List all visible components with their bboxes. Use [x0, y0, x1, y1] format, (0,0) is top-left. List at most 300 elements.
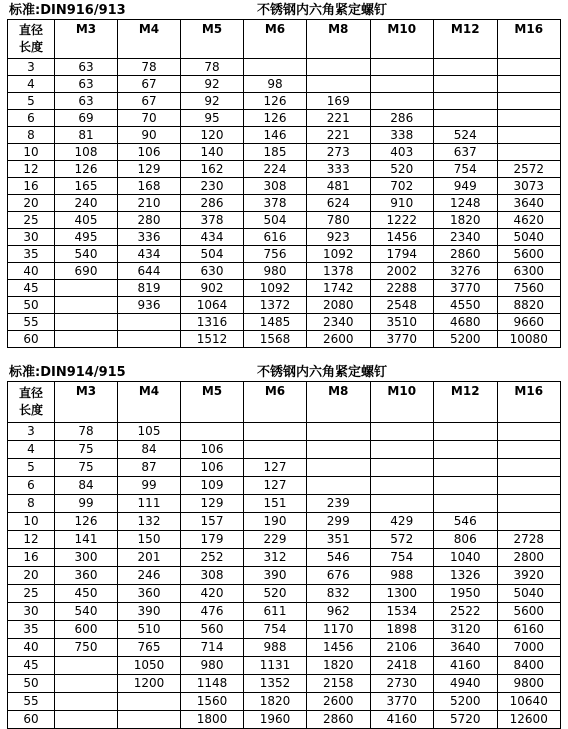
price-cell: 63 [55, 76, 118, 93]
price-cell: 520 [370, 161, 434, 178]
price-cell: 360 [55, 567, 118, 585]
price-cell: 690 [55, 263, 118, 280]
price-cell: 1820 [244, 693, 307, 711]
price-cell: 390 [244, 567, 307, 585]
size-header: M12 [434, 20, 498, 59]
table-body [8, 59, 561, 348]
price-cell: 4940 [434, 675, 498, 693]
price-cell: 1300 [370, 585, 434, 603]
price-cell [370, 93, 434, 110]
price-cell: 246 [118, 567, 181, 585]
price-cell [307, 59, 371, 76]
price-cell: 832 [307, 585, 371, 603]
price-cell [244, 59, 307, 76]
price-cell: 5040 [497, 229, 561, 246]
price-cell: 756 [244, 246, 307, 263]
diameter-label: 直径 [18, 386, 43, 400]
price-cell [55, 657, 118, 675]
price-cell: 179 [181, 531, 244, 549]
size-header: M5 [181, 382, 244, 423]
length-cell: 6 [8, 110, 55, 127]
price-cell: 2860 [434, 246, 498, 263]
price-cell [434, 59, 498, 76]
price-cell: 92 [181, 76, 244, 93]
size-header: M10 [370, 382, 434, 423]
price-cell: 429 [370, 513, 434, 531]
length-cell: 60 [8, 711, 55, 729]
price-cell: 4680 [434, 314, 498, 331]
price-cell [118, 314, 181, 331]
price-cell: 2600 [307, 693, 371, 711]
length-cell: 10 [8, 144, 55, 161]
price-cell: 5600 [497, 246, 561, 263]
price-cell: 120 [181, 127, 244, 144]
length-cell: 60 [8, 331, 55, 348]
price-cell: 1898 [370, 621, 434, 639]
table-header-bar [7, 2, 560, 19]
price-cell [497, 459, 561, 477]
price-cell: 546 [434, 513, 498, 531]
length-cell: 50 [8, 675, 55, 693]
price-cell: 126 [244, 93, 307, 110]
price-cell [497, 93, 561, 110]
price-cell: 280 [118, 212, 181, 229]
price-cell: 4550 [434, 297, 498, 314]
length-cell: 50 [8, 297, 55, 314]
size-header: M8 [307, 382, 371, 423]
price-cell: 1092 [244, 280, 307, 297]
table-title: 不锈钢内六角紧定螺钉 [257, 3, 388, 18]
price-cell: 1568 [244, 331, 307, 348]
price-cell: 273 [307, 144, 371, 161]
price-cell: 540 [55, 246, 118, 263]
price-cell: 109 [181, 477, 244, 495]
price-cell: 2548 [370, 297, 434, 314]
length-cell: 6 [8, 477, 55, 495]
price-cell [307, 423, 371, 441]
price-cell: 616 [244, 229, 307, 246]
price-cell: 923 [307, 229, 371, 246]
price-cell: 1820 [434, 212, 498, 229]
price-cell: 765 [118, 639, 181, 657]
price-cell: 162 [181, 161, 244, 178]
length-cell: 30 [8, 603, 55, 621]
size-header: M8 [307, 20, 371, 59]
size-header: M16 [497, 382, 561, 423]
price-cell: 299 [307, 513, 371, 531]
table-row [8, 621, 561, 639]
price-cell: 78 [55, 423, 118, 441]
table-row [8, 297, 561, 314]
price-cell: 5200 [434, 331, 498, 348]
table-row [8, 459, 561, 477]
price-cell [497, 495, 561, 513]
table-row [8, 531, 561, 549]
price-cell: 1316 [181, 314, 244, 331]
price-cell: 1222 [370, 212, 434, 229]
length-cell: 55 [8, 314, 55, 331]
price-cell: 7000 [497, 639, 561, 657]
table-row [8, 657, 561, 675]
price-cell: 630 [181, 263, 244, 280]
data-table [7, 381, 561, 729]
length-cell: 4 [8, 441, 55, 459]
price-cell [434, 459, 498, 477]
price-cell [370, 59, 434, 76]
price-cell: 540 [55, 603, 118, 621]
price-cell: 105 [118, 423, 181, 441]
price-cell: 403 [370, 144, 434, 161]
table-row [8, 513, 561, 531]
size-header: M5 [181, 20, 244, 59]
length-cell: 10 [8, 513, 55, 531]
price-cell: 141 [55, 531, 118, 549]
length-cell: 12 [8, 531, 55, 549]
price-cell: 308 [244, 178, 307, 195]
price-cell: 229 [244, 531, 307, 549]
price-cell: 2340 [307, 314, 371, 331]
price-cell: 520 [244, 585, 307, 603]
length-cell: 8 [8, 495, 55, 513]
price-cell: 754 [434, 161, 498, 178]
price-cell: 106 [118, 144, 181, 161]
price-cell [497, 441, 561, 459]
price-cell: 106 [181, 459, 244, 477]
price-cell: 1372 [244, 297, 307, 314]
price-cell: 611 [244, 603, 307, 621]
price-cell: 84 [55, 477, 118, 495]
price-cell: 201 [118, 549, 181, 567]
price-cell [55, 693, 118, 711]
table-row [8, 246, 561, 263]
price-cell [370, 441, 434, 459]
price-cell: 1485 [244, 314, 307, 331]
table-row [8, 178, 561, 195]
price-cell [244, 441, 307, 459]
price-cell: 988 [370, 567, 434, 585]
price-cell: 157 [181, 513, 244, 531]
price-cell [181, 423, 244, 441]
price-cell: 8400 [497, 657, 561, 675]
price-cell: 99 [55, 495, 118, 513]
price-cell: 95 [181, 110, 244, 127]
price-cell: 224 [244, 161, 307, 178]
price-cell: 78 [181, 59, 244, 76]
table-row [8, 495, 561, 513]
length-cell: 35 [8, 246, 55, 263]
price-cell [55, 314, 118, 331]
table-row [8, 59, 561, 76]
price-cell: 572 [370, 531, 434, 549]
diameter-label: 直径 [18, 23, 43, 37]
price-cell: 129 [118, 161, 181, 178]
price-cell: 1378 [307, 263, 371, 280]
price-cell: 10080 [497, 331, 561, 348]
price-cell: 336 [118, 229, 181, 246]
price-cell: 98 [244, 76, 307, 93]
table-row [8, 280, 561, 297]
price-cell: 644 [118, 263, 181, 280]
price-cell [497, 423, 561, 441]
price-cell: 1092 [307, 246, 371, 263]
price-cell: 75 [55, 459, 118, 477]
price-cell: 1050 [118, 657, 181, 675]
price-cell: 2158 [307, 675, 371, 693]
length-cell: 4 [8, 76, 55, 93]
price-cell: 2418 [370, 657, 434, 675]
price-cell: 312 [244, 549, 307, 567]
price-cell: 3920 [497, 567, 561, 585]
price-cell [434, 110, 498, 127]
price-cell [370, 459, 434, 477]
corner-cell [8, 382, 55, 423]
price-cell: 2600 [307, 331, 371, 348]
price-cell: 69 [55, 110, 118, 127]
price-cell: 819 [118, 280, 181, 297]
standard-label: 标准:DIN916/913 [9, 3, 126, 18]
price-cell: 308 [181, 567, 244, 585]
price-cell: 92 [181, 93, 244, 110]
price-cell [370, 495, 434, 513]
size-header: M12 [434, 382, 498, 423]
price-cell [55, 297, 118, 314]
price-cell [370, 76, 434, 93]
length-cell: 8 [8, 127, 55, 144]
price-cell: 1534 [370, 603, 434, 621]
length-cell: 25 [8, 212, 55, 229]
price-cell: 3510 [370, 314, 434, 331]
price-cell: 1820 [307, 657, 371, 675]
length-cell: 20 [8, 195, 55, 212]
price-cell: 190 [244, 513, 307, 531]
price-cell [307, 459, 371, 477]
price-cell: 2106 [370, 639, 434, 657]
price-table-din914-915 [7, 364, 560, 729]
price-cell [55, 280, 118, 297]
price-cell: 1794 [370, 246, 434, 263]
price-cell: 12600 [497, 711, 561, 729]
price-cell: 510 [118, 621, 181, 639]
price-cell: 988 [244, 639, 307, 657]
price-cell: 2572 [497, 161, 561, 178]
price-cell: 221 [307, 127, 371, 144]
price-cell: 1800 [181, 711, 244, 729]
price-cell [370, 477, 434, 495]
table-row [8, 549, 561, 567]
price-cell: 127 [244, 477, 307, 495]
price-cell [434, 441, 498, 459]
table-row [8, 567, 561, 585]
length-cell: 45 [8, 280, 55, 297]
price-cell: 169 [307, 93, 371, 110]
size-header-row [8, 382, 561, 423]
price-cell [307, 76, 371, 93]
price-cell: 286 [370, 110, 434, 127]
price-cell: 2340 [434, 229, 498, 246]
price-cell: 3640 [497, 195, 561, 212]
price-cell: 1960 [244, 711, 307, 729]
price-cell: 2522 [434, 603, 498, 621]
price-cell: 67 [118, 76, 181, 93]
price-cell: 338 [370, 127, 434, 144]
price-cell: 1040 [434, 549, 498, 567]
price-cell: 81 [55, 127, 118, 144]
length-cell: 5 [8, 93, 55, 110]
price-cell: 624 [307, 195, 371, 212]
length-cell: 20 [8, 567, 55, 585]
price-cell [497, 477, 561, 495]
price-cell: 1064 [181, 297, 244, 314]
price-cell: 504 [181, 246, 244, 263]
price-cell: 1200 [118, 675, 181, 693]
price-cell: 1950 [434, 585, 498, 603]
price-cell: 4160 [434, 657, 498, 675]
price-cell: 132 [118, 513, 181, 531]
length-cell: 25 [8, 585, 55, 603]
price-cell: 1326 [434, 567, 498, 585]
length-cell: 5 [8, 459, 55, 477]
table-row [8, 585, 561, 603]
price-cell: 637 [434, 144, 498, 161]
table-row [8, 161, 561, 178]
price-cell: 4620 [497, 212, 561, 229]
standard-label: 标准:DIN914/915 [9, 365, 126, 380]
length-cell: 55 [8, 693, 55, 711]
size-header: M16 [497, 20, 561, 59]
price-cell: 5040 [497, 585, 561, 603]
price-cell: 300 [55, 549, 118, 567]
price-cell: 524 [434, 127, 498, 144]
price-cell: 2860 [307, 711, 371, 729]
price-cell: 3073 [497, 178, 561, 195]
length-cell: 40 [8, 263, 55, 280]
price-cell: 1560 [181, 693, 244, 711]
table-header-bar [7, 364, 560, 381]
length-cell: 3 [8, 59, 55, 76]
price-cell: 360 [118, 585, 181, 603]
price-cell: 129 [181, 495, 244, 513]
data-table [7, 19, 561, 348]
price-cell: 420 [181, 585, 244, 603]
price-cell: 754 [244, 621, 307, 639]
length-cell: 3 [8, 423, 55, 441]
table-body [8, 423, 561, 729]
table-row [8, 263, 561, 280]
price-cell: 351 [307, 531, 371, 549]
price-cell: 980 [181, 657, 244, 675]
price-cell: 3770 [434, 280, 498, 297]
price-cell: 87 [118, 459, 181, 477]
table-row [8, 127, 561, 144]
table-row [8, 639, 561, 657]
price-cell: 221 [307, 110, 371, 127]
price-cell: 504 [244, 212, 307, 229]
length-cell: 12 [8, 161, 55, 178]
price-cell: 1352 [244, 675, 307, 693]
price-cell: 949 [434, 178, 498, 195]
price-cell: 600 [55, 621, 118, 639]
price-cell: 84 [118, 441, 181, 459]
price-cell: 4160 [370, 711, 434, 729]
table-row [8, 93, 561, 110]
price-cell: 333 [307, 161, 371, 178]
price-cell: 75 [55, 441, 118, 459]
price-cell: 1248 [434, 195, 498, 212]
price-cell: 754 [370, 549, 434, 567]
price-cell: 210 [118, 195, 181, 212]
table-row [8, 675, 561, 693]
price-cell: 6160 [497, 621, 561, 639]
size-header: M3 [55, 382, 118, 423]
price-cell: 405 [55, 212, 118, 229]
price-cell [434, 76, 498, 93]
price-cell: 70 [118, 110, 181, 127]
price-cell: 910 [370, 195, 434, 212]
price-cell: 3120 [434, 621, 498, 639]
price-cell [434, 93, 498, 110]
price-cell: 2730 [370, 675, 434, 693]
size-header-row [8, 20, 561, 59]
price-cell: 481 [307, 178, 371, 195]
price-cell: 240 [55, 195, 118, 212]
price-cell: 3276 [434, 263, 498, 280]
table-row [8, 331, 561, 348]
price-cell [244, 423, 307, 441]
price-cell: 252 [181, 549, 244, 567]
price-cell: 2728 [497, 531, 561, 549]
corner-cell [8, 20, 55, 59]
price-cell: 1742 [307, 280, 371, 297]
price-cell [434, 495, 498, 513]
price-cell: 1456 [370, 229, 434, 246]
table-row [8, 314, 561, 331]
price-cell: 1148 [181, 675, 244, 693]
price-cell: 111 [118, 495, 181, 513]
price-cell: 1456 [307, 639, 371, 657]
price-cell [307, 441, 371, 459]
price-cell: 476 [181, 603, 244, 621]
table-row [8, 229, 561, 246]
price-cell: 286 [181, 195, 244, 212]
price-cell [434, 423, 498, 441]
price-cell: 127 [244, 459, 307, 477]
price-cell: 99 [118, 477, 181, 495]
price-cell [370, 423, 434, 441]
price-cell: 780 [307, 212, 371, 229]
length-label: 长度 [18, 40, 43, 54]
size-header: M6 [244, 382, 307, 423]
table-row [8, 144, 561, 161]
table-row [8, 110, 561, 127]
table-row [8, 693, 561, 711]
price-cell: 165 [55, 178, 118, 195]
price-cell: 126 [55, 513, 118, 531]
table-row [8, 212, 561, 229]
price-cell: 434 [118, 246, 181, 263]
price-cell [307, 477, 371, 495]
price-cell [118, 331, 181, 348]
price-cell: 150 [118, 531, 181, 549]
size-header: M6 [244, 20, 307, 59]
size-header: M10 [370, 20, 434, 59]
price-cell: 1170 [307, 621, 371, 639]
price-cell: 3640 [434, 639, 498, 657]
table-row [8, 76, 561, 93]
size-header: M4 [118, 20, 181, 59]
price-cell: 126 [244, 110, 307, 127]
price-cell: 6300 [497, 263, 561, 280]
price-cell: 5600 [497, 603, 561, 621]
